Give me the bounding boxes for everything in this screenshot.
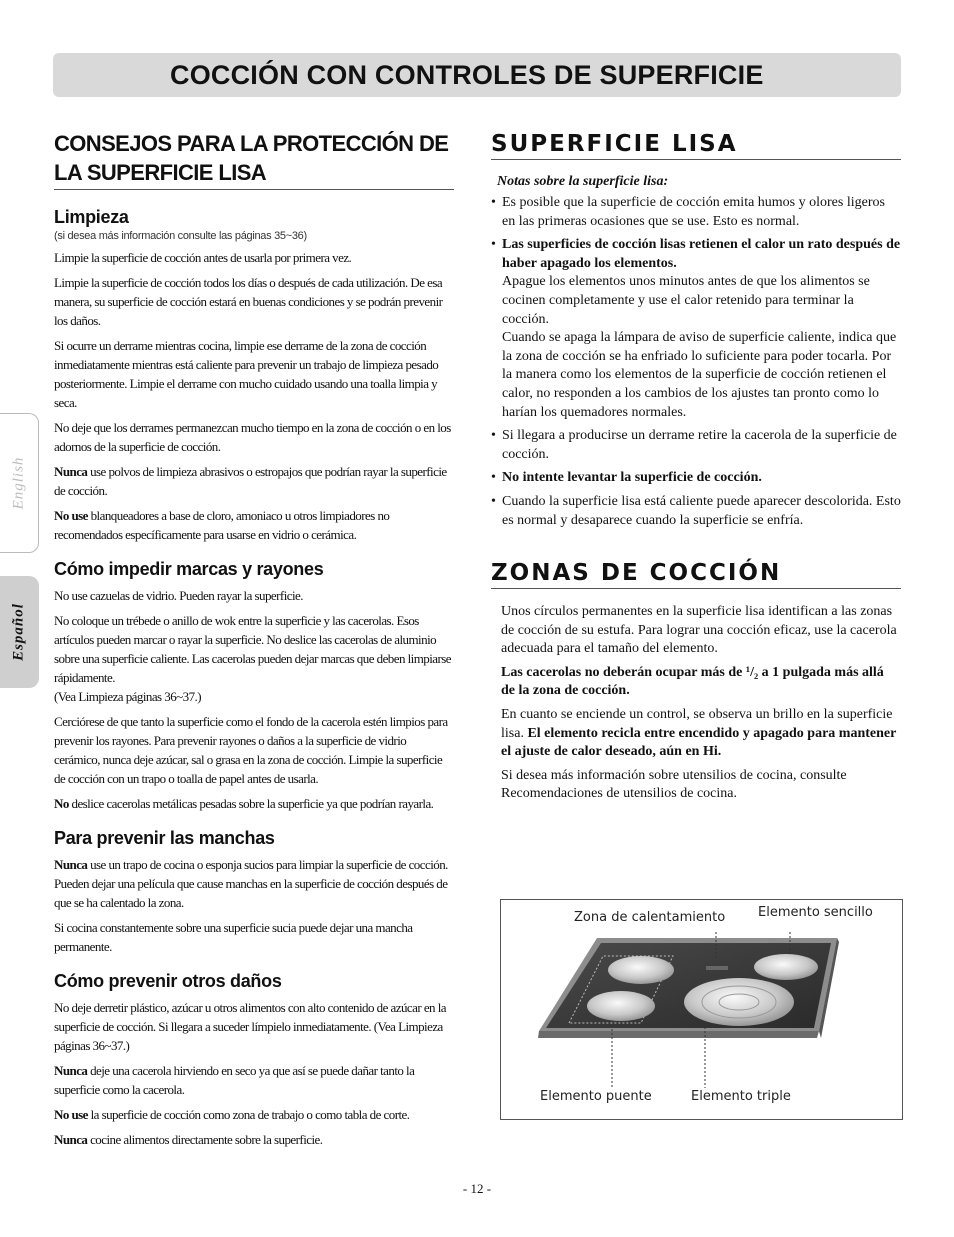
bold-lead: No bbox=[54, 796, 69, 811]
paragraph-text: use un trapo de cocina o esponja sucios para limpiar la superficie de cocción. Pueden dejar una película que cause manchas en la superficie de cocción después de que se ha calentado la zona. bbox=[54, 857, 448, 910]
manchas-title: Para prevenir las manchas bbox=[54, 828, 275, 848]
paragraph: Limpie la superficie de cocción todos los días o después de cada utilización. De esa manera, su superficie de cocción estará en buenas condiciones y se podrán prevenir los daños. bbox=[54, 275, 443, 328]
bold-lead: No use bbox=[54, 508, 88, 523]
tab-espanol[interactable] bbox=[0, 576, 39, 688]
page-number: - 12 - bbox=[462, 1181, 492, 1196]
paragraph bbox=[54, 506, 454, 544]
label-elemento-triple: Elemento triple bbox=[691, 1089, 791, 1104]
list-item bbox=[491, 236, 901, 422]
paragraph: Si cocina constantemente sobre una superficie sucia puede dejar una mancha permanente. bbox=[54, 920, 413, 954]
title-banner bbox=[53, 53, 901, 97]
paragraph-text: cocine alimentos directamente sobre la superficie. bbox=[87, 1132, 323, 1147]
bold-text: Las cacerolas no deberán ocupar más de ¹/₂ a 1 pulgada más allá de la zona de cocción. bbox=[501, 664, 884, 699]
paragraph bbox=[54, 1061, 454, 1099]
burner-back-left bbox=[608, 956, 674, 984]
tab-english-label: English bbox=[10, 456, 27, 510]
paragraph-text: Cuando se apaga la lámpara de aviso de superficie caliente, indica que la zona de cocción se ha enfriado lo suficiente para poder tocarla. Por la manera como los elementos de la superficie de cocción retienen el calor, no responden a los cambios de los ajustes tan pronto como lo harían los quemadores normales. bbox=[502, 330, 897, 420]
tab-english[interactable] bbox=[0, 413, 39, 553]
cooktop-illustration bbox=[501, 900, 902, 1119]
paragraph bbox=[54, 794, 454, 813]
bold-lead: Nunca bbox=[54, 1063, 88, 1078]
bold-lead: Nunca bbox=[54, 857, 88, 872]
paragraph bbox=[54, 611, 454, 706]
burner-triple bbox=[684, 978, 794, 1026]
paragraph: Si ocurre un derrame mientras cocina, limpie ese derrame de la zona de cocción inmediatamente mientras está caliente para prevenir un trabajo de limpieza pesado posteriormente. Limpie el derrame con mucho cuidado usando una toalla limpia y seca. bbox=[54, 338, 439, 410]
superficie-heading: SUPERFICIE LISA bbox=[491, 129, 901, 160]
list-item: • Cuando la superficie lisa está caliente puede aparecer descolorida. Esto es normal y desaparece cuando la superficie se enfría. bbox=[491, 493, 901, 530]
paragraph-text: En cuanto se enciende un control, se observa un brillo en la superficie lisa. bbox=[501, 707, 893, 741]
list-item: • Es posible que la superficie de cocción emita humos y olores ligeros en las primeras ocasiones que se use. Esto es normal. bbox=[491, 194, 901, 231]
zonas-heading: ZONAS DE COCCIÓN bbox=[491, 558, 901, 589]
page-reference: (Vea Limpieza páginas 36~37.) bbox=[54, 689, 202, 704]
paragraph: No deje derretir plástico, azúcar u otros alimentos con alto contenido de azúcar en la superficie de cocción. Si llegara a suceder límpielo inmediatamente. (Vea Limpieza páginas 36~37.) bbox=[54, 1000, 446, 1053]
paragraph bbox=[54, 855, 454, 912]
protection-heading: CONSEJOS PARA LA PROTECCIÓN DE LA SUPERFICIE LISA bbox=[54, 129, 454, 190]
hot-surface-indicator bbox=[706, 966, 728, 970]
paragraph: Cerciórese de que tanto la superficie como el fondo de la cacerola estén limpios para prevenir los rayones. Para prevenir rayones o daños a la superficie de vidrio cerámico, nunca deje azúcar, sal o grasa en la zona de cocción. Limpie la superficie de cocción con un trapo o toalla de papel antes de usarla. bbox=[54, 714, 448, 786]
burner-front-left bbox=[587, 991, 655, 1021]
bold-lead: No use bbox=[54, 1107, 88, 1122]
tab-espanol-label: Español bbox=[10, 603, 27, 661]
label-zona-calentamiento: Zona de calentamiento bbox=[574, 910, 726, 925]
cooktop-diagram bbox=[500, 899, 903, 1120]
paragraph-text: blanqueadores a base de cloro, amoniaco u otros limpiadores no recomendados específicamente para usarse en vidrio o cerámica. bbox=[54, 508, 390, 542]
bold-text: El elemento recicla entre encendido y apagado para mantener el ajuste de calor deseado, aún en Hi. bbox=[501, 725, 897, 760]
label-elemento-sencillo: Elemento sencillo bbox=[758, 905, 873, 920]
limpieza-note: (si desea más información consulte las páginas 35~36) bbox=[54, 230, 307, 242]
paragraph: No deje que los derrames permanezcan mucho tiempo en la zona de cocción o en los adornos de la superficie de cocción. bbox=[54, 420, 451, 454]
section-zonas bbox=[491, 558, 901, 804]
list-item: • Si llegara a producirse un derrame retire la cacerola de la superficie de cocción. bbox=[491, 427, 901, 464]
paragraph bbox=[501, 706, 901, 762]
notes-title: Notas sobre la superficie lisa: bbox=[497, 174, 669, 189]
burner-back-right bbox=[754, 954, 818, 980]
list-item bbox=[491, 469, 901, 488]
paragraph bbox=[54, 1105, 454, 1124]
paragraph bbox=[54, 462, 454, 500]
paragraph-text: deje una cacerola hirviendo en seco ya que así se puede dañar tanto la superficie como la cacerola. bbox=[54, 1063, 415, 1097]
paragraph-text: Apague los elementos unos minutos antes de que los alimentos se cocinen completamente y use el calor retenido para terminar la cocción. bbox=[502, 274, 870, 327]
notes-list bbox=[491, 194, 901, 530]
bold-lead: Nunca bbox=[54, 464, 88, 479]
section-danos bbox=[54, 970, 454, 1149]
section-marcas bbox=[54, 558, 454, 813]
marcas-title: Cómo impedir marcas y rayones bbox=[54, 559, 324, 579]
left-column bbox=[54, 129, 454, 1155]
paragraph-text: use polvos de limpieza abrasivos o estropajos que podrían rayar la superficie de cocción. bbox=[54, 464, 447, 498]
paragraph-text: deslice cacerolas metálicas pesadas sobre la superficie ya que podrían rayarla. bbox=[68, 796, 434, 811]
bold-lead: Nunca bbox=[54, 1132, 88, 1147]
paragraph: No use cazuelas de vidrio. Pueden rayar la superficie. bbox=[54, 588, 303, 603]
right-column bbox=[491, 129, 901, 809]
paragraph: Si desea más información sobre utensilios de cocina, consulte Recomendaciones de utensilios de cocina. bbox=[501, 767, 847, 802]
section-manchas bbox=[54, 827, 454, 956]
paragraph: Unos círculos permanentes en la superficie lisa identifican a las zonas de cocción de su estufa. Para lograr una cocción eficaz, use la cacerola adecuada para el tamaño del elemento. bbox=[501, 604, 897, 657]
bold-note: No intente levantar la superficie de cocción. bbox=[502, 470, 762, 486]
page-title: COCCIÓN CON CONTROLES DE SUPERFICIE bbox=[170, 60, 764, 90]
limpieza-title: Limpieza bbox=[54, 207, 129, 227]
paragraph-text: No coloque un trébede o anillo de wok entre la superficie y las cacerolas. Esos artículos pueden marcar o rayar la superficie. No deslice las cacerolas de aluminio sobre una superficie caliente. Las cacerolas pueden dejar marcas que deben limpiarse rápidamente. bbox=[54, 613, 452, 685]
danos-title: Cómo prevenir otros daños bbox=[54, 971, 282, 991]
bold-note: Las superficies de cocción lisas retienen el calor un rato después de haber apagado los elementos. bbox=[502, 237, 901, 271]
cooktop-edge-front bbox=[538, 1031, 819, 1038]
paragraph bbox=[501, 664, 901, 701]
section-limpieza bbox=[54, 206, 454, 544]
label-elemento-puente: Elemento puente bbox=[540, 1089, 652, 1104]
paragraph: Limpie la superficie de cocción antes de usarla por primera vez. bbox=[54, 250, 352, 265]
paragraph bbox=[54, 1130, 454, 1149]
paragraph-text: la superficie de cocción como zona de trabajo o como tabla de corte. bbox=[87, 1107, 410, 1122]
